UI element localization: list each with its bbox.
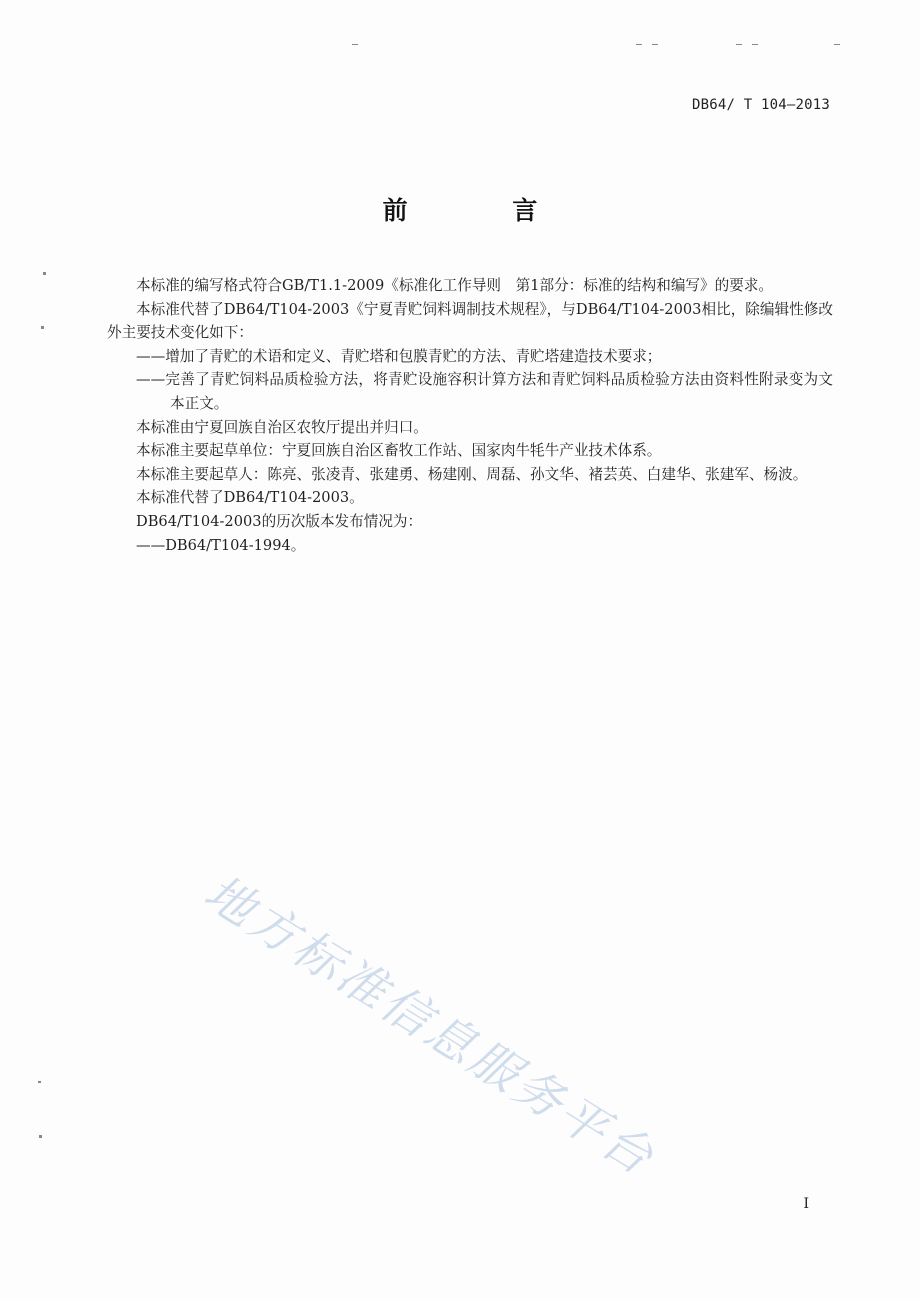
- paragraph-supersedes: 本标准代替了DB64/T104-2003。: [136, 489, 364, 507]
- preface-body: [107, 274, 833, 557]
- change-item-added: ——增加了青贮的术语和定义、青贮塔和包膜青贮的方法、青贮塔建造技术要求；: [136, 347, 662, 365]
- paragraph-proposer: 本标准由宁夏回族自治区农牧厅提出并归口。: [136, 418, 428, 436]
- paragraph-history-intro: DB64/T104-2003的历次版本发布情况为：: [136, 512, 423, 530]
- paragraph-drafting-units: 本标准主要起草单位：宁夏回族自治区畜牧工作站、国家肉牛牦牛产业技术体系。: [136, 442, 662, 460]
- paragraph-format: 本标准的编写格式符合GB/T1.1-2009《标准化工作导则 第1部分：标准的结构和编写》的要求。: [136, 277, 773, 294]
- paragraph-history-item: ——DB64/T104-1994。: [136, 536, 306, 554]
- page-number: I: [803, 1196, 809, 1212]
- paragraph-replaces: 本标准代替了DB64/T104-2003《宁夏青贮饲料调制技术规程》，与DB64/T104-2003相比，除编辑性修改外主要技术变化如下：: [107, 300, 833, 342]
- change-item-improved: ——完善了青贮饲料品质检验方法，将青贮设施容积计算方法和青贮饲料品质检验方法由资料性附录变为文本正文。: [136, 371, 833, 412]
- watermark: 地方标准信息服务平台: [194, 864, 666, 1188]
- document-code: DB64/ T 104—2013: [691, 97, 830, 113]
- page-title: 前 言: [382, 196, 586, 225]
- paragraph-drafters: 本标准主要起草人：陈亮、张凌青、张建勇、杨建刚、周磊、孙文华、褚芸英、白建华、张建军、杨波。: [136, 465, 808, 483]
